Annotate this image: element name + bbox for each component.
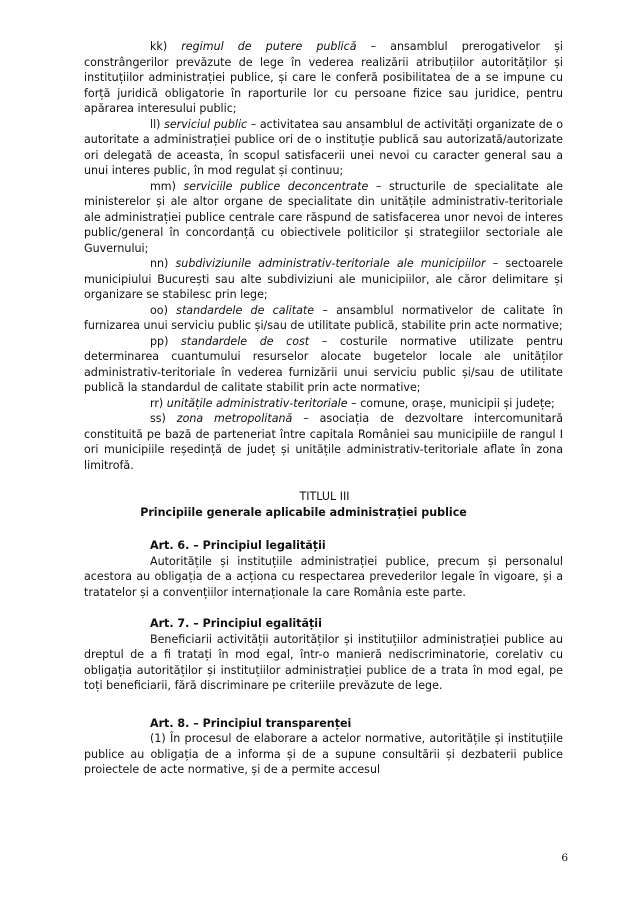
definition-oo (84, 303, 563, 334)
definition-ss (84, 411, 563, 473)
definition-text: – asociația de dezvoltare intercomunitară constituită pe bază de parteneriat între capitala României sau municipiile de rangul I ori municipiile reședință de județ și unitățile administrativ-teritoriale aflate în zona limitrofă. (84, 412, 563, 472)
definition-term: zona metropolitană (176, 412, 293, 425)
article-6-heading: Art. 6. – Principiul legalității (150, 539, 326, 552)
article-7-heading: Art. 7. – Principiul egalității (150, 617, 322, 630)
article-6-text: Autoritățile și instituțiile administrației publice, precum și personalul acestora au obligația de a acționa cu respectarea prevederilor legale în vigoare, și a tratatelor și a convențiilor internaționale la care România este parte. (84, 554, 563, 599)
definition-term: unitățile administrativ-teritoriale (166, 396, 348, 410)
definition-label: rr) (150, 396, 164, 410)
definition-label: mm) (150, 179, 176, 193)
title-name: Principiile generale aplicabile administrației publice (140, 505, 467, 519)
definition-term: regimul de putere publică (181, 40, 357, 53)
definition-nn (84, 256, 563, 303)
definition-label: ll) (150, 117, 161, 131)
document-page (84, 39, 563, 778)
title-number: TITLUL III (299, 490, 350, 503)
definition-pp (84, 334, 563, 396)
definition-text: – ansamblul prerogativelor și constrângerilor prevăzute de lege în vederea realizării atribuțiilor autorităților și instituțiilor administrației publice, și care le conferă posibilitatea de a se impune cu forță juridică obligatorie în raporturile lor cu persoane fizice sau juridice, pentru apărarea interesului public; (84, 40, 563, 115)
definition-rr (84, 396, 563, 412)
article-7-text: Beneficiarii activității autorităților și instituțiilor administrației publice au dreptul de a fi tratați în mod egal, într-o manieră nediscriminatorie, corelativ cu obligația autorităților și instituțiilor administrației publice de a trata în mod egal, pe toți beneficiarii, fără discriminare pe criteriile prevăzute de lege. (84, 632, 563, 692)
definition-text: – comune, orașe, municipii și județe; (347, 396, 555, 410)
title-heading (84, 489, 563, 520)
definition-ll (84, 117, 563, 179)
definition-term: standardele de calitate (176, 303, 315, 317)
definition-text: – structurile de specialitate ale ministerelor și ale altor organe de specialitate din unitățile administrativ-teritoriale ale administrației publice centrale care răspund de satisfacerea unor nevoi de interes public/general în concordanță cu obiectivele politicilor și strategiilor sectoriale ale Guvernului; (84, 179, 563, 255)
definition-text: – ansamblul normativelor de calitate în furnizarea unui serviciu public și/sau de utilitate publică, stabilite prin acte normative; (84, 303, 563, 332)
definition-label: kk) (150, 40, 168, 53)
definition-text: – sectoarele municipiului București sau alte subdiviziuni ale municipiilor, ale căror delimitare și organizare se stabilesc prin lege; (84, 257, 564, 301)
definition-kk (84, 39, 563, 117)
article-8-text: (1) În procesul de elaborare a actelor normative, autoritățile și instituțiile publice au obligația de a informa și de a supune consultării și dezbaterii publice proiectele de acte normative, și de a permite accesul (84, 732, 563, 776)
definition-text: – costurile normative utilizate pentru determinarea cuantumului resurselor alocate bugetelor locale ale unităților administrativ-teritoriale în vederea furnizării unui serviciu public și/sau de utilitate publică la standardul de calitate stabilit prin acte normative; (84, 334, 564, 394)
page-number: 6 (561, 852, 568, 864)
article-8-heading: Art. 8. – Principiul transparenței (150, 716, 352, 730)
definition-term: serviciile publice deconcentrate (183, 179, 369, 193)
definition-mm (84, 179, 563, 257)
definition-label: pp) (150, 334, 169, 348)
definition-label: oo) (150, 303, 168, 317)
definition-term: serviciul public (164, 117, 248, 131)
definition-text: – activitatea sau ansamblul de activități organizate de o autoritate a administrației publice ori de o instituție publică sau autorizată/autorizate ori delegată de aceasta, în scopul satisfacerii unei nevoi cu caracter general sau a unui interes public, în mod regulat și continuu; (84, 117, 563, 177)
definition-label: nn) (150, 257, 169, 270)
definition-term: subdiviziunile administrativ-teritoriale ale municipiilor (175, 257, 486, 270)
definition-label: ss) (150, 412, 166, 425)
definition-term: standardele de cost (181, 334, 310, 348)
